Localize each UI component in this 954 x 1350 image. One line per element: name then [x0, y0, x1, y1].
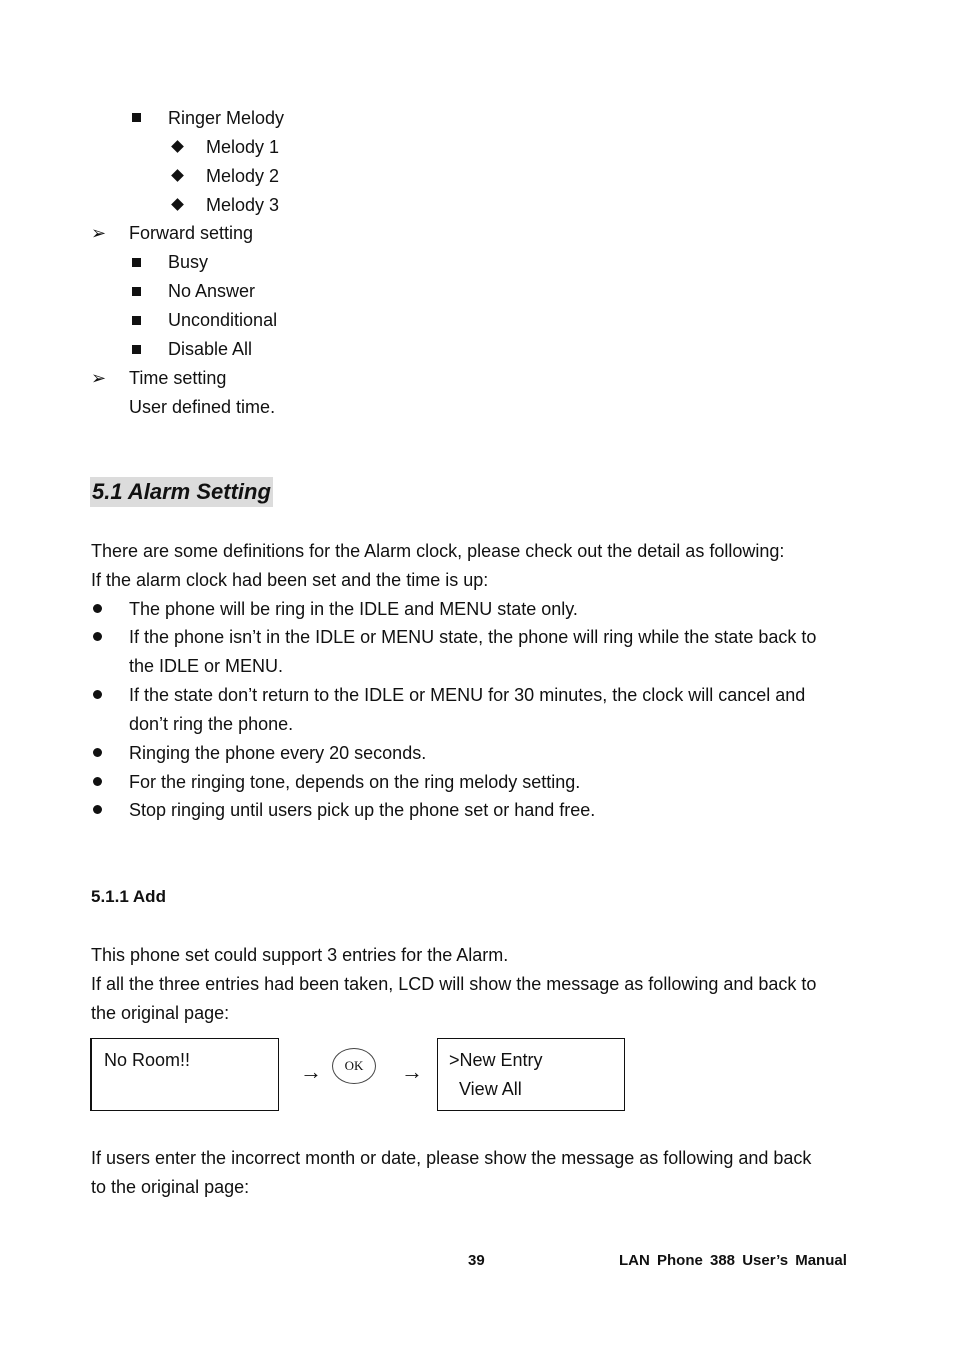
lcd-menu-box	[437, 1038, 625, 1111]
arrowhead-bullet-icon: ➢	[91, 223, 107, 243]
bullet-text: If the phone isn’t in the IDLE or MENU state, the phone will ring while the state back to	[129, 627, 817, 647]
manual-title: LAN Phone 388 User’s Manual	[619, 1252, 847, 1269]
time-setting-item: Time setting	[129, 368, 227, 388]
subsection-paragraph: This phone set could support 3 entries for the Alarm.	[91, 945, 509, 965]
right-arrow-icon: →	[401, 1059, 423, 1084]
section-heading: 5.1 Alarm Setting	[90, 477, 273, 507]
time-setting-description: User defined time.	[129, 397, 276, 417]
forward-item: Busy	[168, 252, 209, 272]
lcd-no-room-box	[90, 1038, 279, 1111]
lcd-menu-item: View All	[449, 1079, 522, 1099]
lcd-menu-item-selected: >New Entry	[449, 1050, 543, 1070]
intro-paragraph: There are some definitions for the Alarm clock, please check out the detail as following:	[91, 541, 785, 561]
subsection-paragraph: If all the three entries had been taken, LCD will show the message as following and back to	[91, 974, 817, 994]
round-bullet-icon	[93, 632, 102, 641]
diamond-bullet-icon	[171, 169, 184, 182]
subsection-paragraph: to the original page:	[91, 1177, 250, 1197]
subsection-heading: 5.1.1 Add	[91, 887, 166, 906]
bullet-text: The phone will be ring in the IDLE and MENU state only.	[129, 599, 578, 619]
subsection-paragraph: the original page:	[91, 1003, 230, 1023]
melody-item: Melody 3	[206, 195, 280, 215]
bullet-text-continued: don’t ring the phone.	[129, 714, 294, 734]
round-bullet-icon	[93, 748, 102, 757]
diamond-bullet-icon	[171, 198, 184, 211]
forward-item: Unconditional	[168, 310, 278, 330]
melody-item: Melody 1	[206, 137, 280, 157]
square-bullet-icon	[132, 287, 141, 296]
right-arrow-icon: →	[300, 1059, 322, 1084]
square-bullet-icon	[132, 345, 141, 354]
melody-item: Melody 2	[206, 166, 280, 186]
round-bullet-icon	[93, 604, 102, 613]
subsection-paragraph: If users enter the incorrect month or date, please show the message as following and back	[91, 1148, 812, 1168]
square-bullet-icon	[132, 258, 141, 267]
intro-paragraph: If the alarm clock had been set and the time is up:	[91, 570, 489, 590]
forward-setting-item: Forward setting	[129, 223, 254, 243]
round-bullet-icon	[93, 690, 102, 699]
ringer-melody-item: Ringer Melody	[168, 108, 285, 128]
page-number: 39	[468, 1252, 485, 1269]
ok-button-icon: OK	[332, 1048, 376, 1084]
square-bullet-icon	[132, 316, 141, 325]
round-bullet-icon	[93, 805, 102, 814]
round-bullet-icon	[93, 777, 102, 786]
bullet-text: Ringing the phone every 20 seconds.	[129, 743, 427, 763]
forward-item: No Answer	[168, 281, 256, 301]
bullet-text-continued: the IDLE or MENU.	[129, 656, 284, 676]
square-bullet-icon	[132, 113, 141, 122]
bullet-text: Stop ringing until users pick up the phone set or hand free.	[129, 800, 596, 820]
forward-item: Disable All	[168, 339, 253, 359]
lcd-message: No Room!!	[104, 1050, 191, 1070]
arrowhead-bullet-icon: ➢	[91, 368, 107, 388]
bullet-text: If the state don’t return to the IDLE or MENU for 30 minutes, the clock will cancel and	[129, 685, 806, 705]
bullet-text: For the ringing tone, depends on the ring melody setting.	[129, 772, 581, 792]
diamond-bullet-icon	[171, 140, 184, 153]
